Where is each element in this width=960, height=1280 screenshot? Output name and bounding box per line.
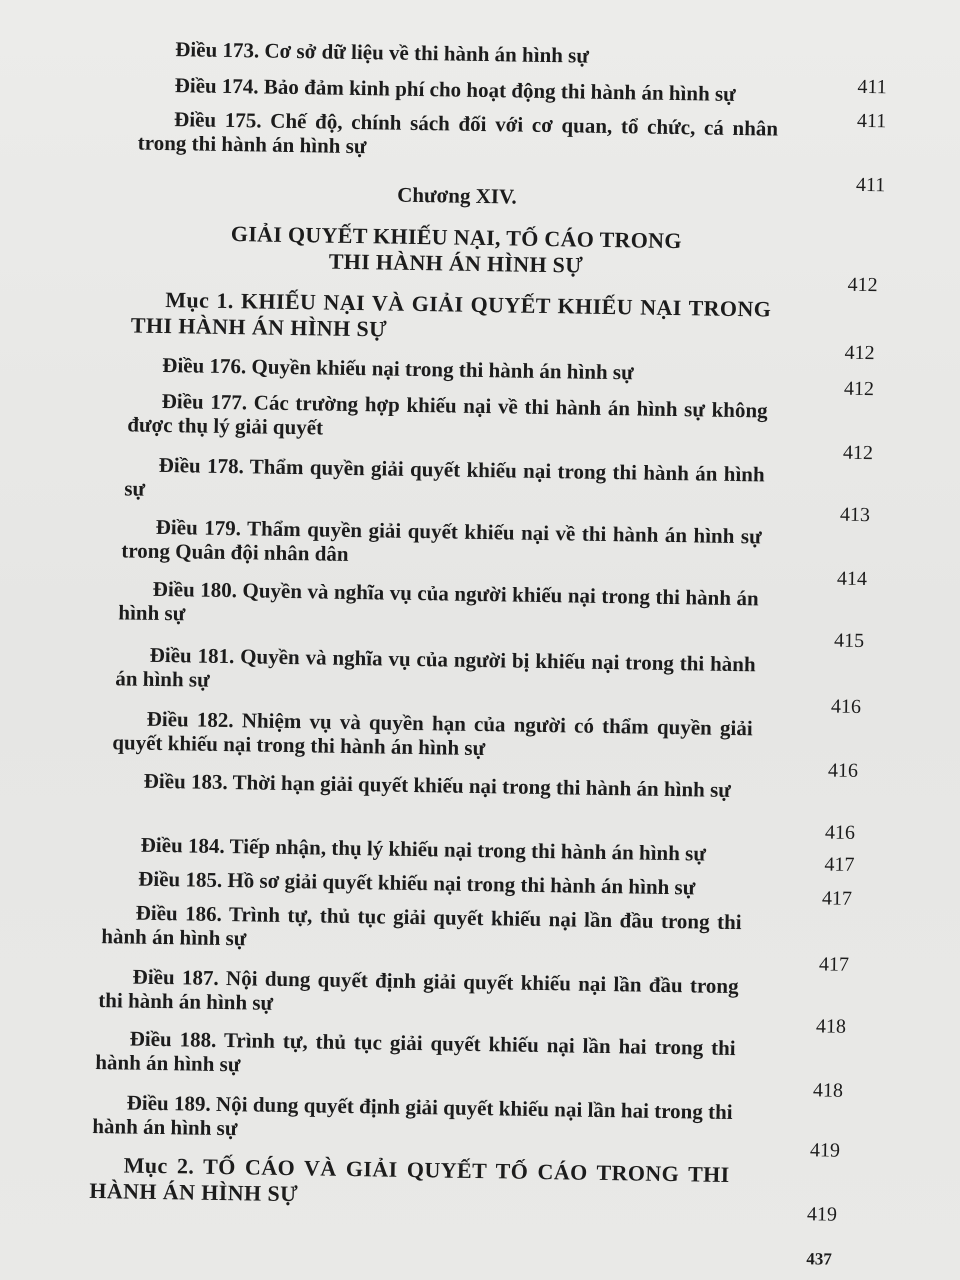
toc-page-number: 412 <box>842 441 874 465</box>
toc-entry-text: Điều 182. Nhiệm vụ và quyền hạn của người có thẩm quyền giải quyết khiếu nại trong thi hành án hình sự <box>112 706 753 761</box>
toc-entry-text: Điều 175. Chế độ, chính sách đối với cơ quan, tổ chức, cá nhân trong thi hành án hình sự <box>137 107 779 159</box>
toc-entry-text: Điều 176. Quyền khiếu nại trong thi hành án hình sự <box>162 352 634 385</box>
toc-entry <box>98 964 739 1022</box>
toc-entry <box>139 37 779 71</box>
toc-page-number: 412 <box>847 273 878 297</box>
toc-entry-text: Điều 183. Thời hạn giải quyết khiếu nại trong thi hành án hình sự <box>143 768 732 802</box>
toc-entry <box>138 107 779 165</box>
toc-page-number: 417 <box>824 853 855 876</box>
toc-entry <box>92 1090 733 1148</box>
chapter-label: Chương XIV. <box>397 182 517 209</box>
page-number: 437 <box>806 1249 832 1269</box>
toc-entry-text: Điều 179. Thẩm quyền giải quyết khiếu nại về thi hành án hình sự trong Quân đội nhân dân <box>121 514 762 566</box>
toc-entry-text: Điều 173. Cơ sở dữ liệu về thi hành án hình sự <box>175 37 590 68</box>
toc-entry <box>124 452 765 510</box>
toc-entry-text: Điều 174. Bảo đảm kinh phí cho hoạt động thi hành án hình sự <box>174 73 736 106</box>
toc-entry <box>128 352 768 386</box>
toc-page-number: 419 <box>806 1203 838 1226</box>
toc-entry <box>138 73 778 107</box>
section-heading: Mục 1. KHIẾU NẠI VÀ GIẢI QUYẾT KHIẾU NẠI TRONG THI HÀNH ÁN HÌNH SỰ <box>130 287 772 342</box>
toc-page-number: 415 <box>833 629 865 653</box>
toc-page-number: 417 <box>818 953 850 976</box>
toc-entry-text: Điều 185. Hồ sơ giải quyết khiếu nại trong thi hành án hình sự <box>138 866 696 900</box>
toc-entry-text: Điều 181. Quyền và nghĩa vụ của người bị khiếu nại trong thi hành án hình sự <box>115 642 756 692</box>
toc-entry-text: Điều 187. Nội dung quyết định giải quyết khiếu nại lần đầu trong thi hành án hình sự <box>98 964 739 1015</box>
toc-entry <box>107 832 747 866</box>
chapter-title-line-1: GIẢI QUYẾT KHIẾU NẠI, TỐ CÁO TRONG <box>230 221 682 254</box>
toc-entry <box>118 576 759 634</box>
toc-entry-text: Điều 177. Các trường hợp khiếu nại về thi hành án hình sự không được thụ lý giải quyết <box>127 388 768 440</box>
toc-page-number: 411 <box>857 75 887 99</box>
toc-entry <box>95 1026 736 1084</box>
toc-entry <box>115 642 756 700</box>
toc-page-number: 411 <box>856 109 887 133</box>
toc-page-number: 412 <box>843 377 875 401</box>
toc-page-number: 411 <box>855 173 886 197</box>
toc-entry <box>121 514 762 572</box>
toc-entry-text: Điều 186. Trình tự, thủ tục giải quyết khiếu nại lần đầu trong thi hành án hình sự <box>101 900 742 951</box>
toc-page-number: 416 <box>824 821 856 844</box>
toc-entry-text: Điều 189. Nội dung quyết định giải quyết khiếu nại lần hai trong thi hành án hình sự <box>92 1090 733 1141</box>
toc-page-number: 418 <box>815 1015 847 1038</box>
toc-page-number: 412 <box>844 341 875 365</box>
toc-entry <box>127 388 768 446</box>
toc-page-number: 414 <box>836 567 868 591</box>
toc-entry-text: Điều 184. Tiếp nhận, thụ lý khiếu nại trong thi hành án hình sự <box>140 832 707 866</box>
toc-page-number: 419 <box>809 1139 841 1162</box>
toc-page-number: 413 <box>839 503 871 527</box>
toc-page-number: 417 <box>821 887 853 910</box>
section-heading: Mục 2. TỐ CÁO VÀ GIẢI QUYẾT TỐ CÁO TRONG THI HÀNH ÁN HÌNH SỰ <box>89 1152 730 1207</box>
toc-entry <box>104 866 744 900</box>
toc-entry-text: Điều 180. Quyền và nghĩa vụ của người khiếu nại trong thi hành án hình sự <box>118 576 759 626</box>
toc-page-number: 416 <box>830 695 862 718</box>
toc-page-number: 416 <box>827 759 859 782</box>
toc-entry <box>101 900 742 958</box>
chapter-title-line-2: THI HÀNH ÁN HÌNH SỰ <box>328 248 584 278</box>
toc-entry <box>110 768 750 802</box>
toc-page-number: 418 <box>812 1079 844 1102</box>
toc-entry-text: Điều 178. Thẩm quyền giải quyết khiếu nại trong thi hành án hình sự <box>124 452 765 501</box>
toc-entry-text: Điều 188. Trình tự, thủ tục giải quyết khiếu nại lần hai trong thi hành án hình sự <box>95 1026 736 1077</box>
toc-entry <box>112 706 753 764</box>
